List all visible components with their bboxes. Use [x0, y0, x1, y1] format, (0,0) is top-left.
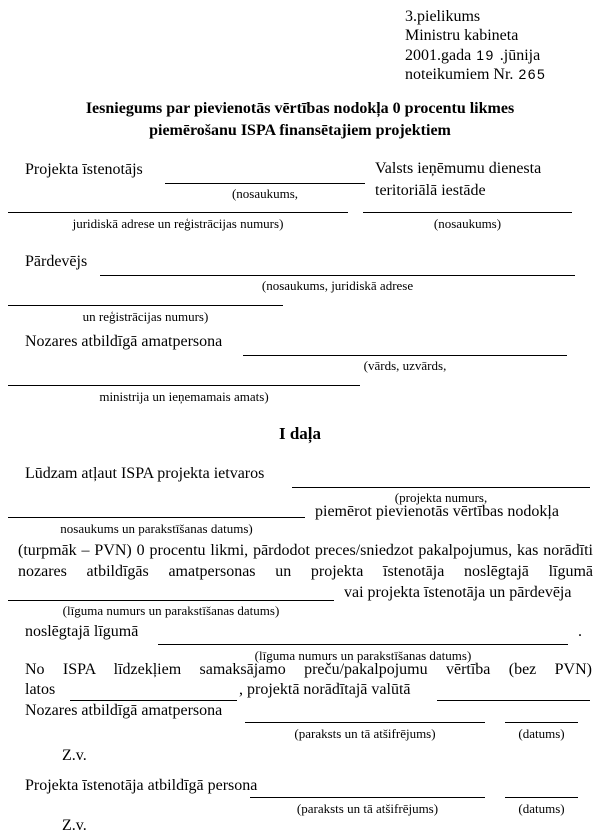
seal-label-1: Z.v.: [62, 747, 87, 764]
annex-line-1: 3.pielikums: [405, 8, 481, 25]
concluded-label: noslēgtajā līgumā: [25, 623, 139, 640]
currency-amount-field[interactable]: [437, 681, 590, 701]
seller-label: Pārdevējs: [25, 253, 88, 270]
annex-year-prefix: 2001.gada: [405, 47, 472, 64]
signature-caption-1: (paraksts un tā atšifrējums): [294, 726, 436, 741]
annex-line-2: Ministru kabineta: [405, 27, 519, 44]
official-details-field[interactable]: [8, 363, 360, 386]
annex-reg-number: 265: [518, 66, 547, 82]
seller-details-field[interactable]: [8, 283, 283, 306]
tax-office-label: Valsts ieņēmumu dienesta teritoriālā iestāde: [375, 160, 542, 199]
project-number-field[interactable]: [292, 465, 590, 488]
date-caption-1: (datums): [518, 726, 565, 741]
date-caption-2: (datums): [518, 801, 565, 816]
part1-heading: I daļa: [278, 424, 322, 443]
apply-vat-text: piemērot pievienotās vērtības nodokļa: [315, 503, 559, 520]
annex-line-4: [405, 64, 551, 85]
implementer-label: Projekta īstenotājs: [25, 161, 143, 178]
implementer-details-field[interactable]: [8, 190, 348, 213]
sentence-period: .: [578, 623, 582, 640]
implementer-caption-2: juridiskā adrese un reģistrācijas numurs): [72, 216, 284, 231]
tax-office-caption: (nosaukums): [433, 216, 502, 231]
implementer-caption-1: (nosaukums,: [231, 186, 299, 201]
contract-field-2[interactable]: [158, 623, 568, 645]
project-caption-1: (projekta numurs,: [394, 490, 488, 505]
signature-official-label: Nozares atbildīgā amatpersona: [25, 702, 223, 719]
annex-line-3: [405, 45, 540, 66]
project-name-field[interactable]: [8, 495, 305, 518]
contract-field-1[interactable]: [8, 578, 334, 601]
contract-caption-2: (līguma numurs un parakstīšanas datums): [254, 648, 472, 663]
seller-name-field[interactable]: [100, 253, 575, 276]
contract-caption-1: (līguma numurs un parakstīšanas datums): [62, 603, 280, 618]
implementer-signature-field[interactable]: [250, 776, 485, 798]
implementer-name-field[interactable]: [165, 161, 365, 184]
official-name-field[interactable]: [243, 333, 567, 356]
official-label: Nozares atbildīgā amatpersona: [25, 333, 223, 350]
official-caption-1: (vārds, uzvārds,: [363, 358, 447, 373]
request-label: Lūdzam atļaut ISPA projekta ietvaros: [25, 465, 265, 482]
seal-label-2: Z.v.: [62, 817, 87, 832]
annex-reg-prefix: noteikumiem Nr.: [405, 66, 514, 83]
alt-contract-text: vai projekta īstenotāja un pārdevēja: [344, 584, 572, 601]
official-signature-field[interactable]: [245, 701, 485, 723]
official-caption-2: ministrija un ieņemamais amats): [99, 389, 269, 404]
seller-caption-2: un reģistrācijas numurs): [82, 309, 209, 324]
document-title-line-1: Iesniegums par pievienotās vērtības nodokļa 0 procentu likmes: [85, 100, 515, 117]
signature-caption-2: (paraksts un tā atšifrējums): [296, 801, 439, 816]
official-date-field[interactable]: [505, 701, 578, 723]
signature-implementer-label: Projekta īstenotāja atbildīgā persona: [25, 777, 258, 794]
annex-month-suffix: .jūnija: [499, 47, 541, 64]
project-caption-2: nosaukums un parakstīšanas datums): [60, 521, 253, 536]
value-sentence: No ISPA līdzekļiem samaksājamo preču/pakalpojumu vērtība (bez PVN): [25, 661, 592, 678]
currency-label: , projektā norādītajā valūtā: [239, 681, 411, 698]
lats-label: latos: [25, 681, 56, 698]
tax-office-name-field[interactable]: [363, 190, 572, 213]
body-paragraph: (turpmāk – PVN) 0 procentu likmi, pārdodot preces/sniedzot pakalpojumus, kas norādīti nozares atbildīgās amatpersonas un projekta īstenotāja noslēgtajā līgumā: [18, 542, 593, 580]
document-title-line-2: piemērošanu ISPA finansētajiem projektiem: [149, 122, 451, 139]
seller-caption-1: (nosaukums, juridiskā adrese: [261, 278, 414, 293]
implementer-date-field[interactable]: [505, 776, 578, 798]
annex-day-value: 19: [476, 47, 495, 63]
lats-amount-field[interactable]: [70, 681, 237, 701]
